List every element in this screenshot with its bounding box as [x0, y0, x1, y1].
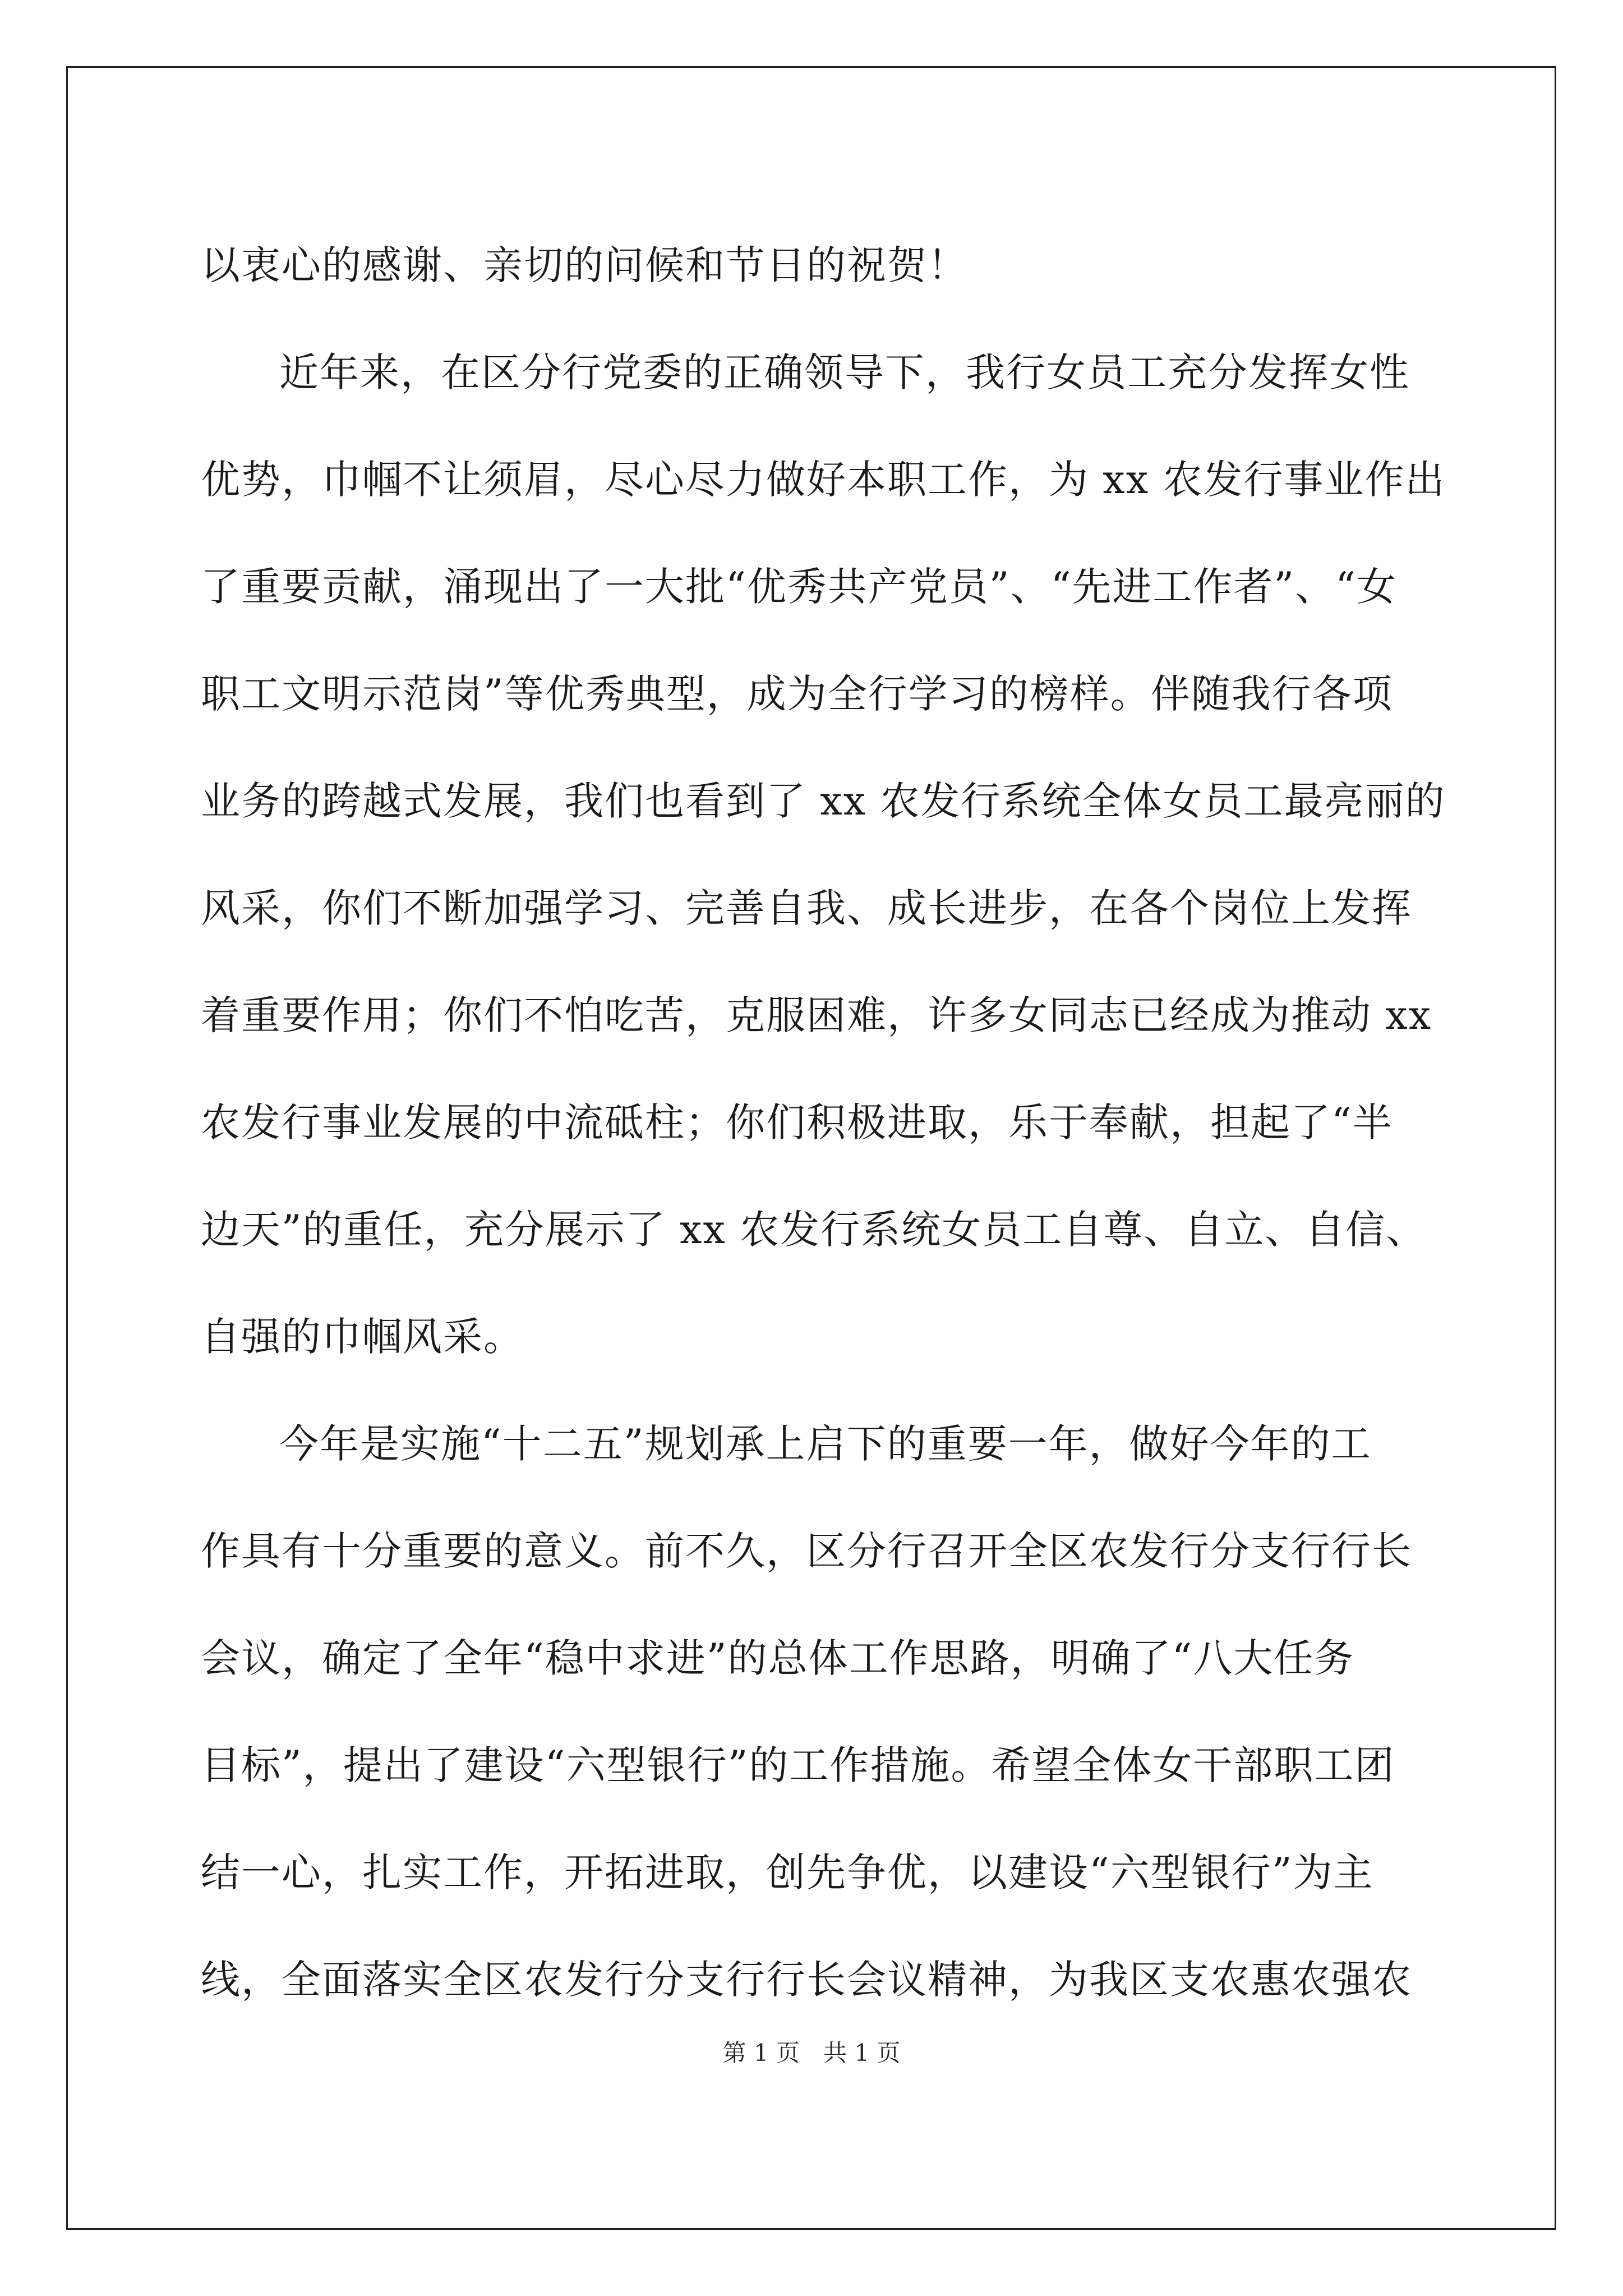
text-line: 边天”的重任，充分展示了 xx 农发行系统女员工自尊、自立、自信、	[201, 1207, 1427, 1253]
text-line: 线，全面落实全区农发行分支行行长会议精神，为我区支农惠农强农	[201, 1957, 1412, 2003]
paragraph-start-line: 近年来，在区分行党委的正确领导下，我行女员工充分发挥女性	[279, 349, 1410, 395]
text-line: 农发行事业发展的中流砥柱；你们积极进取，乐于奉献，担起了“半	[201, 1099, 1393, 1145]
text-line: 风采，你们不断加强学习、完善自我、成长进步，在各个岗位上发挥	[201, 885, 1412, 931]
text-line: 以衷心的感谢、亲切的问候和节日的祝贺！	[201, 242, 968, 288]
text-line: 着重要作用；你们不怕吃苦，克服困难，许多女同志已经成为推动 xx	[201, 992, 1432, 1038]
paragraph-start-line: 今年是实施“十二五”规划承上启下的重要一年，做好今年的工	[279, 1421, 1372, 1467]
document-body	[201, 212, 1468, 2033]
text-line: 会议，确定了全年“稳中求进”的总体工作思路，明确了“八大任务	[201, 1635, 1355, 1681]
text-line: 自强的巾帼风采。	[201, 1314, 524, 1360]
page-number: 第 1 页 共 1 页	[722, 2039, 901, 2067]
text-line: 作具有十分重要的意义。前不久，区分行召开全区农发行分支行行长	[201, 1528, 1412, 1574]
text-line: 了重要贡献，涌现出了一大批“优秀共产党员”、“先进工作者”、“女	[201, 564, 1397, 610]
text-line: 目标”，提出了建设“六型银行”的工作措施。希望全体女干部职工团	[201, 1742, 1395, 1788]
text-line: 结一心，扎实工作，开拓进取，创先争优，以建设“六型银行”为主	[201, 1849, 1374, 1895]
text-line: 优势，巾帼不让须眉，尽心尽力做好本职工作，为 xx 农发行事业作出	[201, 457, 1446, 503]
text-line: 职工文明示范岗”等优秀典型，成为全行学习的榜样。伴随我行各项	[201, 671, 1393, 717]
text-line: 业务的跨越式发展，我们也看到了 xx 农发行系统全体女员工最亮丽的	[201, 778, 1446, 824]
